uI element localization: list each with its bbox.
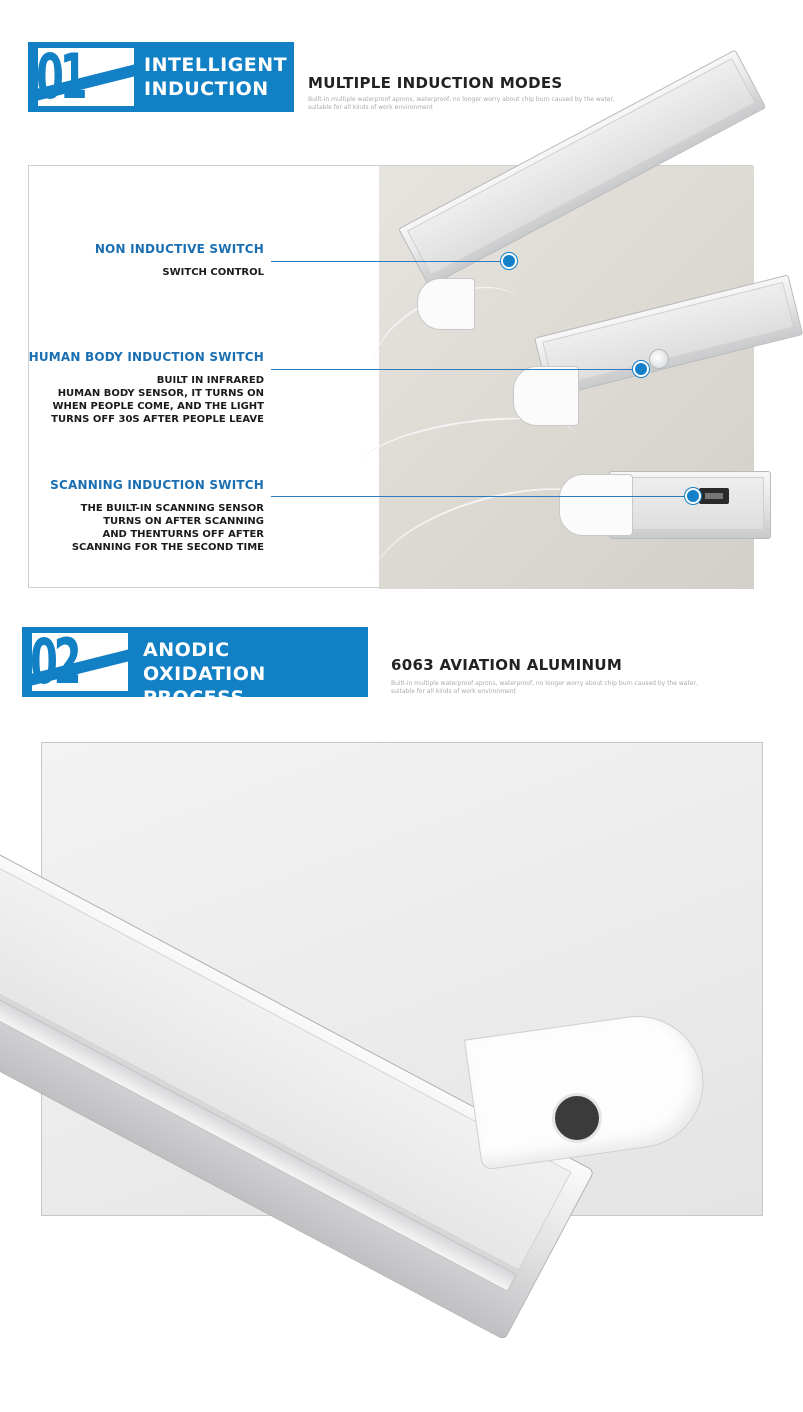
section-title-1: INTELLIGENT INDUCTION [144,54,288,100]
feature-desc-1: SWITCH CONTROL [162,267,264,278]
leader-line-2 [271,369,633,370]
number-badge-2 [22,627,134,697]
callout-dot-1 [501,253,517,269]
end-cap-2 [513,366,579,426]
leader-line-3 [271,496,685,497]
end-cap [464,1007,712,1170]
section-number-1: 01 [36,40,84,113]
cable-hole [552,1093,602,1143]
aluminum-profile-photo [41,742,763,1216]
section-description-2: Built-in multiple waterproof aprons, waterproof, no longer worry about chip burn caused by the water, suitable for all kinds of work environment [391,680,698,695]
section-header-1 [28,42,294,112]
scanning-sensor-connector [699,488,729,504]
feature-title-2: HUMAN BODY INDUCTION SWITCH [28,350,264,364]
section-subtitle-1: MULTIPLE INDUCTION MODES [308,74,563,92]
light-bar-3 [609,471,771,539]
section-description-1: Built-in multiple waterproof aprons, waterproof, no longer worry about chip burn caused by the water, suitable for all kinds of work environment [308,96,615,111]
end-cap-1 [417,278,475,330]
induction-modes-panel [28,165,753,588]
end-cap-3 [559,474,633,536]
infrared-sensor [649,349,669,369]
callout-dot-2 [633,361,649,377]
feature-title-3: SCANNING INDUCTION SWITCH [50,478,264,492]
number-badge-1 [28,42,140,112]
section-header-2 [22,625,368,709]
feature-desc-2: BUILT IN INFRARED HUMAN BODY SENSOR, IT TURNS ON WHEN PEOPLE COME, AND THE LIGHT TURNS OFF 30S AFTER PEOPLE LEAVE [51,375,264,425]
product-photo-induction [379,166,754,589]
section-number-2: 02 [30,625,78,698]
callout-dot-3 [685,488,701,504]
leader-line-1 [271,261,503,262]
feature-title-1: NON INDUCTIVE SWITCH [94,242,264,256]
section-subtitle-2: 6063 AVIATION ALUMINUM [391,656,623,674]
section-title-2: ANODIC OXIDATION PROCESS [143,639,266,709]
feature-desc-3: THE BUILT-IN SCANNING SENSOR TURNS ON AFTER SCANNING AND THENTURNS OFF AFTER SCANNING FOR THE SECOND TIME [71,503,264,553]
